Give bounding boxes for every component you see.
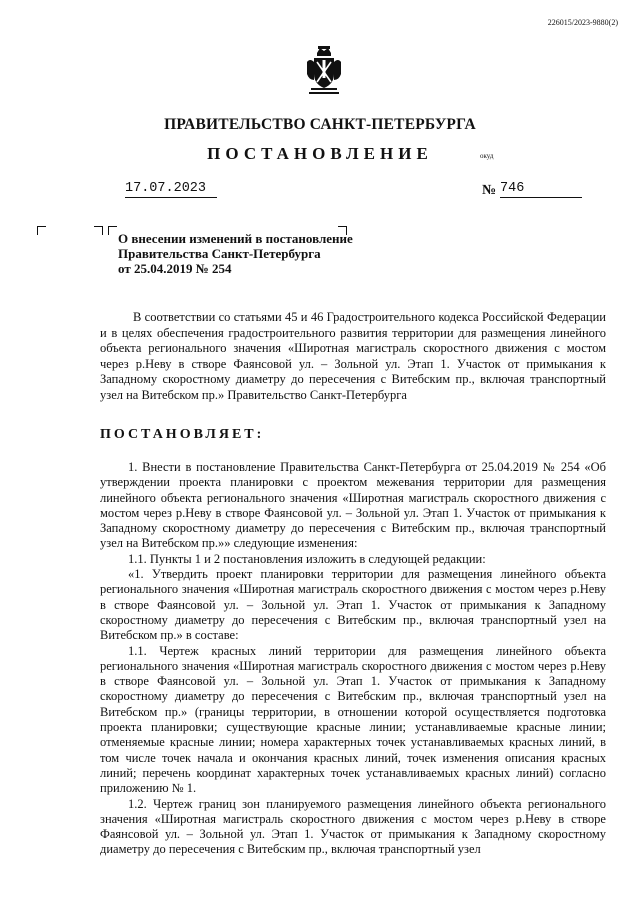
okud-label: окуд [480, 152, 494, 160]
corner-mark-left [37, 226, 46, 235]
preamble-paragraph: В соответствии со статьями 45 и 46 Градостроительного кодекса Российской Федерации и в целях обеспечения градостроительного развития территории для размещения линейного объекта регионального значения «Широтная магистраль скоростного движения с мостом через р.Неву в створе Фаянсовой ул. – Зольной ул. Этап 1. Участок от примыкания к Западному скоростному диаметру до пересечения с Витебским пр., включая транспортный узел на Витебском пр.» Правительство Санкт-Петербурга [100, 310, 606, 402]
subject-line-1: О внесении изменений в постановление [118, 231, 353, 246]
document-date: 17.07.2023 [125, 181, 217, 198]
document-number: 746 [500, 181, 582, 198]
subject-line-2: Правительства Санкт-Петербурга [118, 246, 321, 261]
corner-mark-center-left [94, 226, 103, 235]
document-body [100, 460, 606, 858]
subject-line-3: от 25.04.2019 № 254 [118, 261, 232, 276]
resolves-heading: ПОСТАНОВЛЯЕТ: [100, 427, 265, 442]
corner-mark-center-right [108, 226, 117, 235]
body-paragraph: «1. Утвердить проект планировки территории для размещения линейного объекта регионального значения «Широтная магистраль скоростного движения с мостом через р.Неву в створе Фаянсовой ул. – Зольной ул. Этап 1. Участок от примыкания к Западному скоростному диаметру до пересечения с Витебским пр., включая транспортный узел на Витебском пр.» в составе: [100, 567, 606, 643]
coat-of-arms-icon [305, 44, 343, 96]
body-paragraph: 1.1. Пункты 1 и 2 постановления изложить в следующей редакции: [128, 551, 486, 566]
government-header: ПРАВИТЕЛЬСТВО САНКТ-ПЕТЕРБУРГА [164, 116, 476, 133]
document-type-title: ПОСТАНОВЛЕНИЕ [207, 144, 433, 163]
body-paragraph: 1.1. Чертеж красных линий территории для размещения линейного объекта регионального значения «Широтная магистраль скоростного движения с мостом через р.Неву в створе Фаянсовой ул. – Зольной ул. Этап 1. Участок от примыкания к Западному скоростному диаметру до пересечения с Витебским пр., включая транспортный узел на Витебском пр.» (границы территории, в отношении которой осуществляется подготовка проекта планировки; существующие красные линии; устанавливаемые красные линии; отменяемые красные линии; номера характерных точек устанавливаемых красных линий, в том числе точек начала и окончания красных линий, точек изменения описания красных линий; перечень координат характерных точек устанавливаемых красных линий) согласно приложению № 1. [100, 643, 606, 796]
number-sign: № [482, 183, 497, 198]
document-registration-number: 226015/2023-9880(2) [547, 18, 618, 27]
document-subject [118, 231, 353, 276]
body-paragraph: 1.2. Чертеж границ зон планируемого размещения линейного объекта регионального значения «Широтная магистраль скоростного движения с мостом через р.Неву в створе Фаянсовой ул. – Зольной ул. Этап 1. Участок от примыкания к Западному скоростному диаметру до пересечения с Витебским пр., включая транспортный узел [100, 796, 606, 857]
body-paragraph: 1. Внести в постановление Правительства Санкт-Петербурга от 25.04.2019 № 254 «Об утверждении проекта планировки с проектом межевания территории для размещения линейного объекта регионального значения «Широтная магистраль скоростного движения с мостом через р.Неву в створе Фаянсовой ул. – Зольной ул. Этап 1. Участок от примыкания к Западному скоростному диаметру до пересечения с Витебским пр., включая транспортный узел на Витебском пр.»» следующие изменения: [100, 460, 606, 551]
